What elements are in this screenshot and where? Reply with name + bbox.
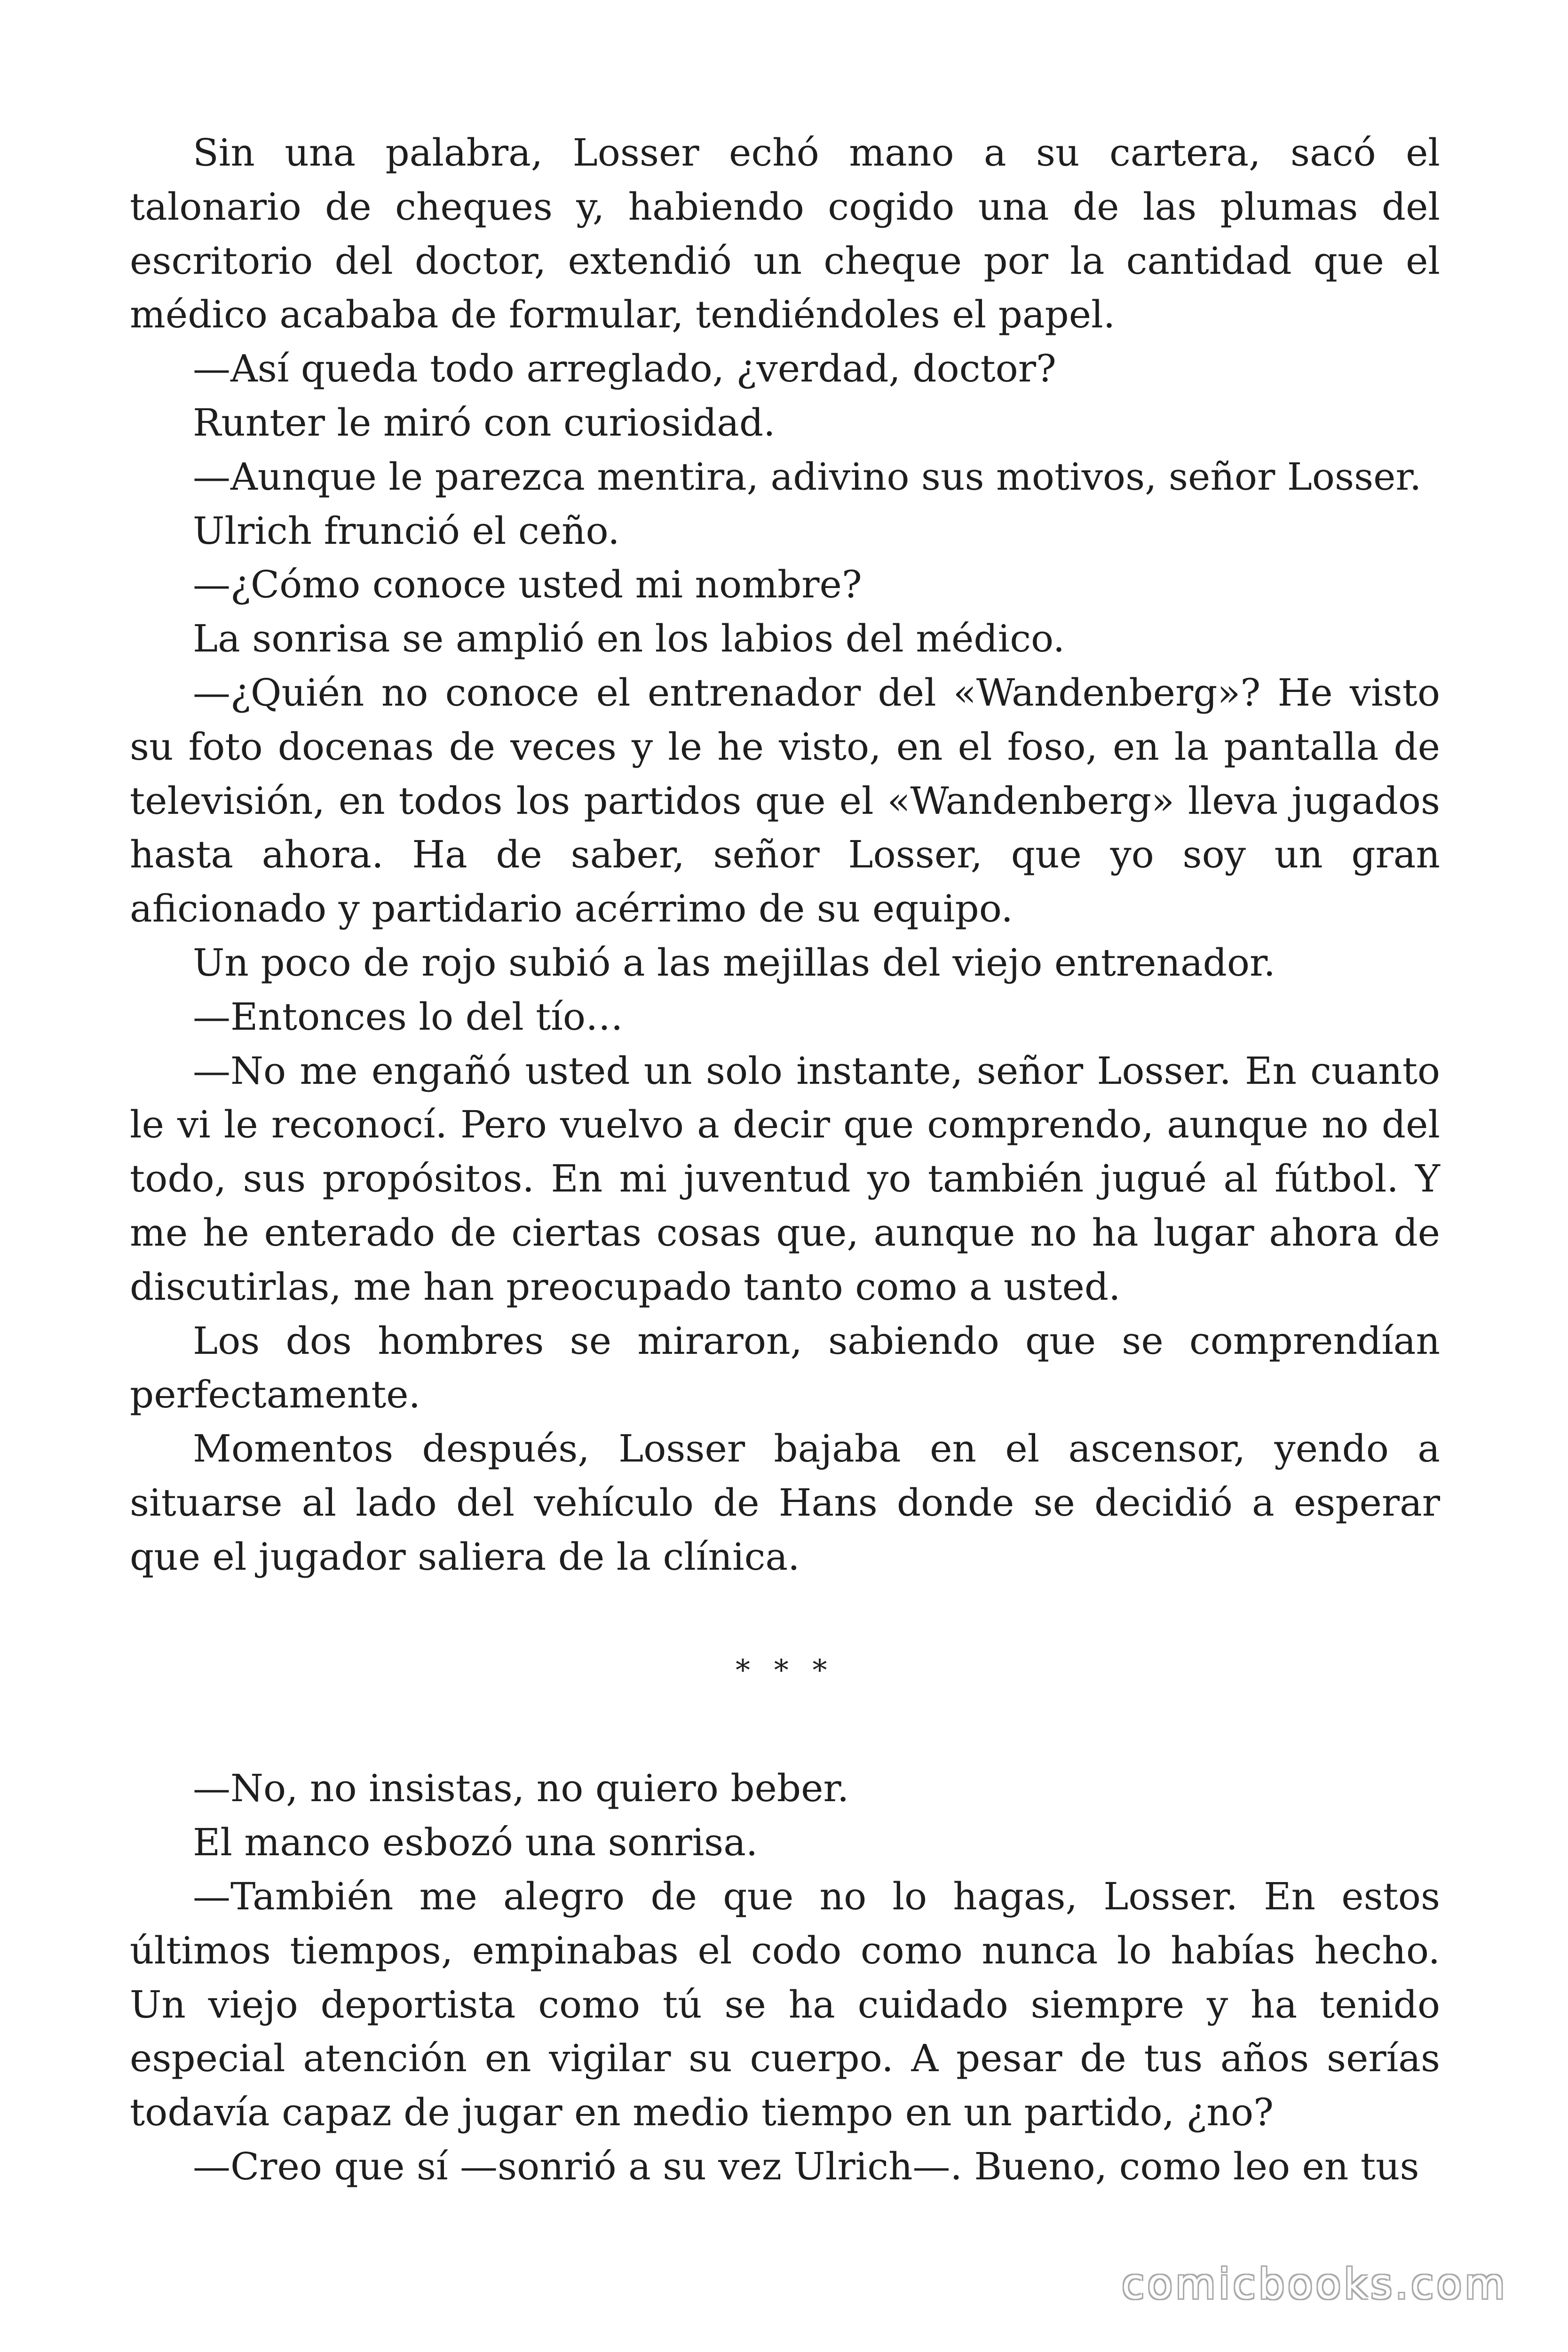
paragraph-3: Runter le miró con curiosidad. [193, 400, 776, 445]
paragraph-9: Un poco de rojo subió a las mejillas del viejo entrenador. [193, 940, 1275, 985]
paragraph-6: —¿Cómo conoce usted mi nombre? [193, 563, 862, 607]
paragraph-15: El manco esbozó una sonrisa. [193, 1820, 758, 1865]
paragraph-14: —No, no insistas, no quiero beber. [193, 1766, 849, 1811]
paragraph-13: Momentos después, Losser bajaba en el ascensor, yendo a situarse al lado del vehículo de Hans donde se decidió a esperar que el jugador saliera de la clínica. [130, 1427, 1440, 1579]
paragraph-4: —Aunque le parezca mentira, adivino sus motivos, señor Losser. [193, 454, 1422, 499]
watermark-logo: comicbooks.com [1121, 2260, 1508, 2308]
paragraph-10: —Entonces lo del tío… [193, 994, 624, 1039]
paragraph-16: —También me alegro de que no lo hagas, Losser. En estos últimos tiempos, empinabas el codo como nunca lo habías hecho. Un viejo deportista como tú se ha cuidado siempre y ha tenido especial atención en vigilar su cuerpo. A pesar de tus años serías todavía capaz de jugar en medio tiempo en un partido, ¿no? [130, 1874, 1440, 2135]
paragraph-1: Sin una palabra, Losser echó mano a su cartera, sacó el talonario de cheques y, habiendo cogido una de las plumas del escritorio del doctor, extendió un cheque por la cantidad que el médico acababa de formular, tendiéndoles el papel. [130, 131, 1440, 337]
book-page-text [130, 126, 1440, 2194]
paragraph-8: —¿Quién no conoce el entrenador del «Wandenberg»? He visto su foto docenas de veces y le he visto, en el foso, en la pantalla de televisión, en todos los partidos que el «Wandenberg» lleva jugados hasta ahora. Ha de saber, señor Losser, que yo soy un gran aficionado y partidario acérrimo de su equipo. [130, 670, 1440, 931]
paragraph-17: —Creo que sí —sonrió a su vez Ulrich—. Bueno, como leo en tus [193, 2144, 1419, 2188]
paragraph-11: —No me engañó usted un solo instante, señor Losser. En cuanto le vi le reconocí. Pero vuelvo a decir que comprendo, aunque no del todo, sus propósitos. En mi juventud yo también jugué al fútbol. Y me he enterado de ciertas cosas que, aunque no ha lugar ahora de discutirlas, me han preocupado tanto como a usted. [130, 1049, 1440, 1309]
paragraph-5: Ulrich frunció el ceño. [193, 509, 620, 553]
paragraph-2: —Así queda todo arreglado, ¿verdad, doctor? [193, 347, 1056, 391]
section-break: * * * [736, 1653, 834, 1687]
paragraph-7: La sonrisa se amplió en los labios del médico. [193, 617, 1065, 661]
paragraph-12: Los dos hombres se miraron, sabiendo que se comprendían perfectamente. [130, 1319, 1440, 1417]
